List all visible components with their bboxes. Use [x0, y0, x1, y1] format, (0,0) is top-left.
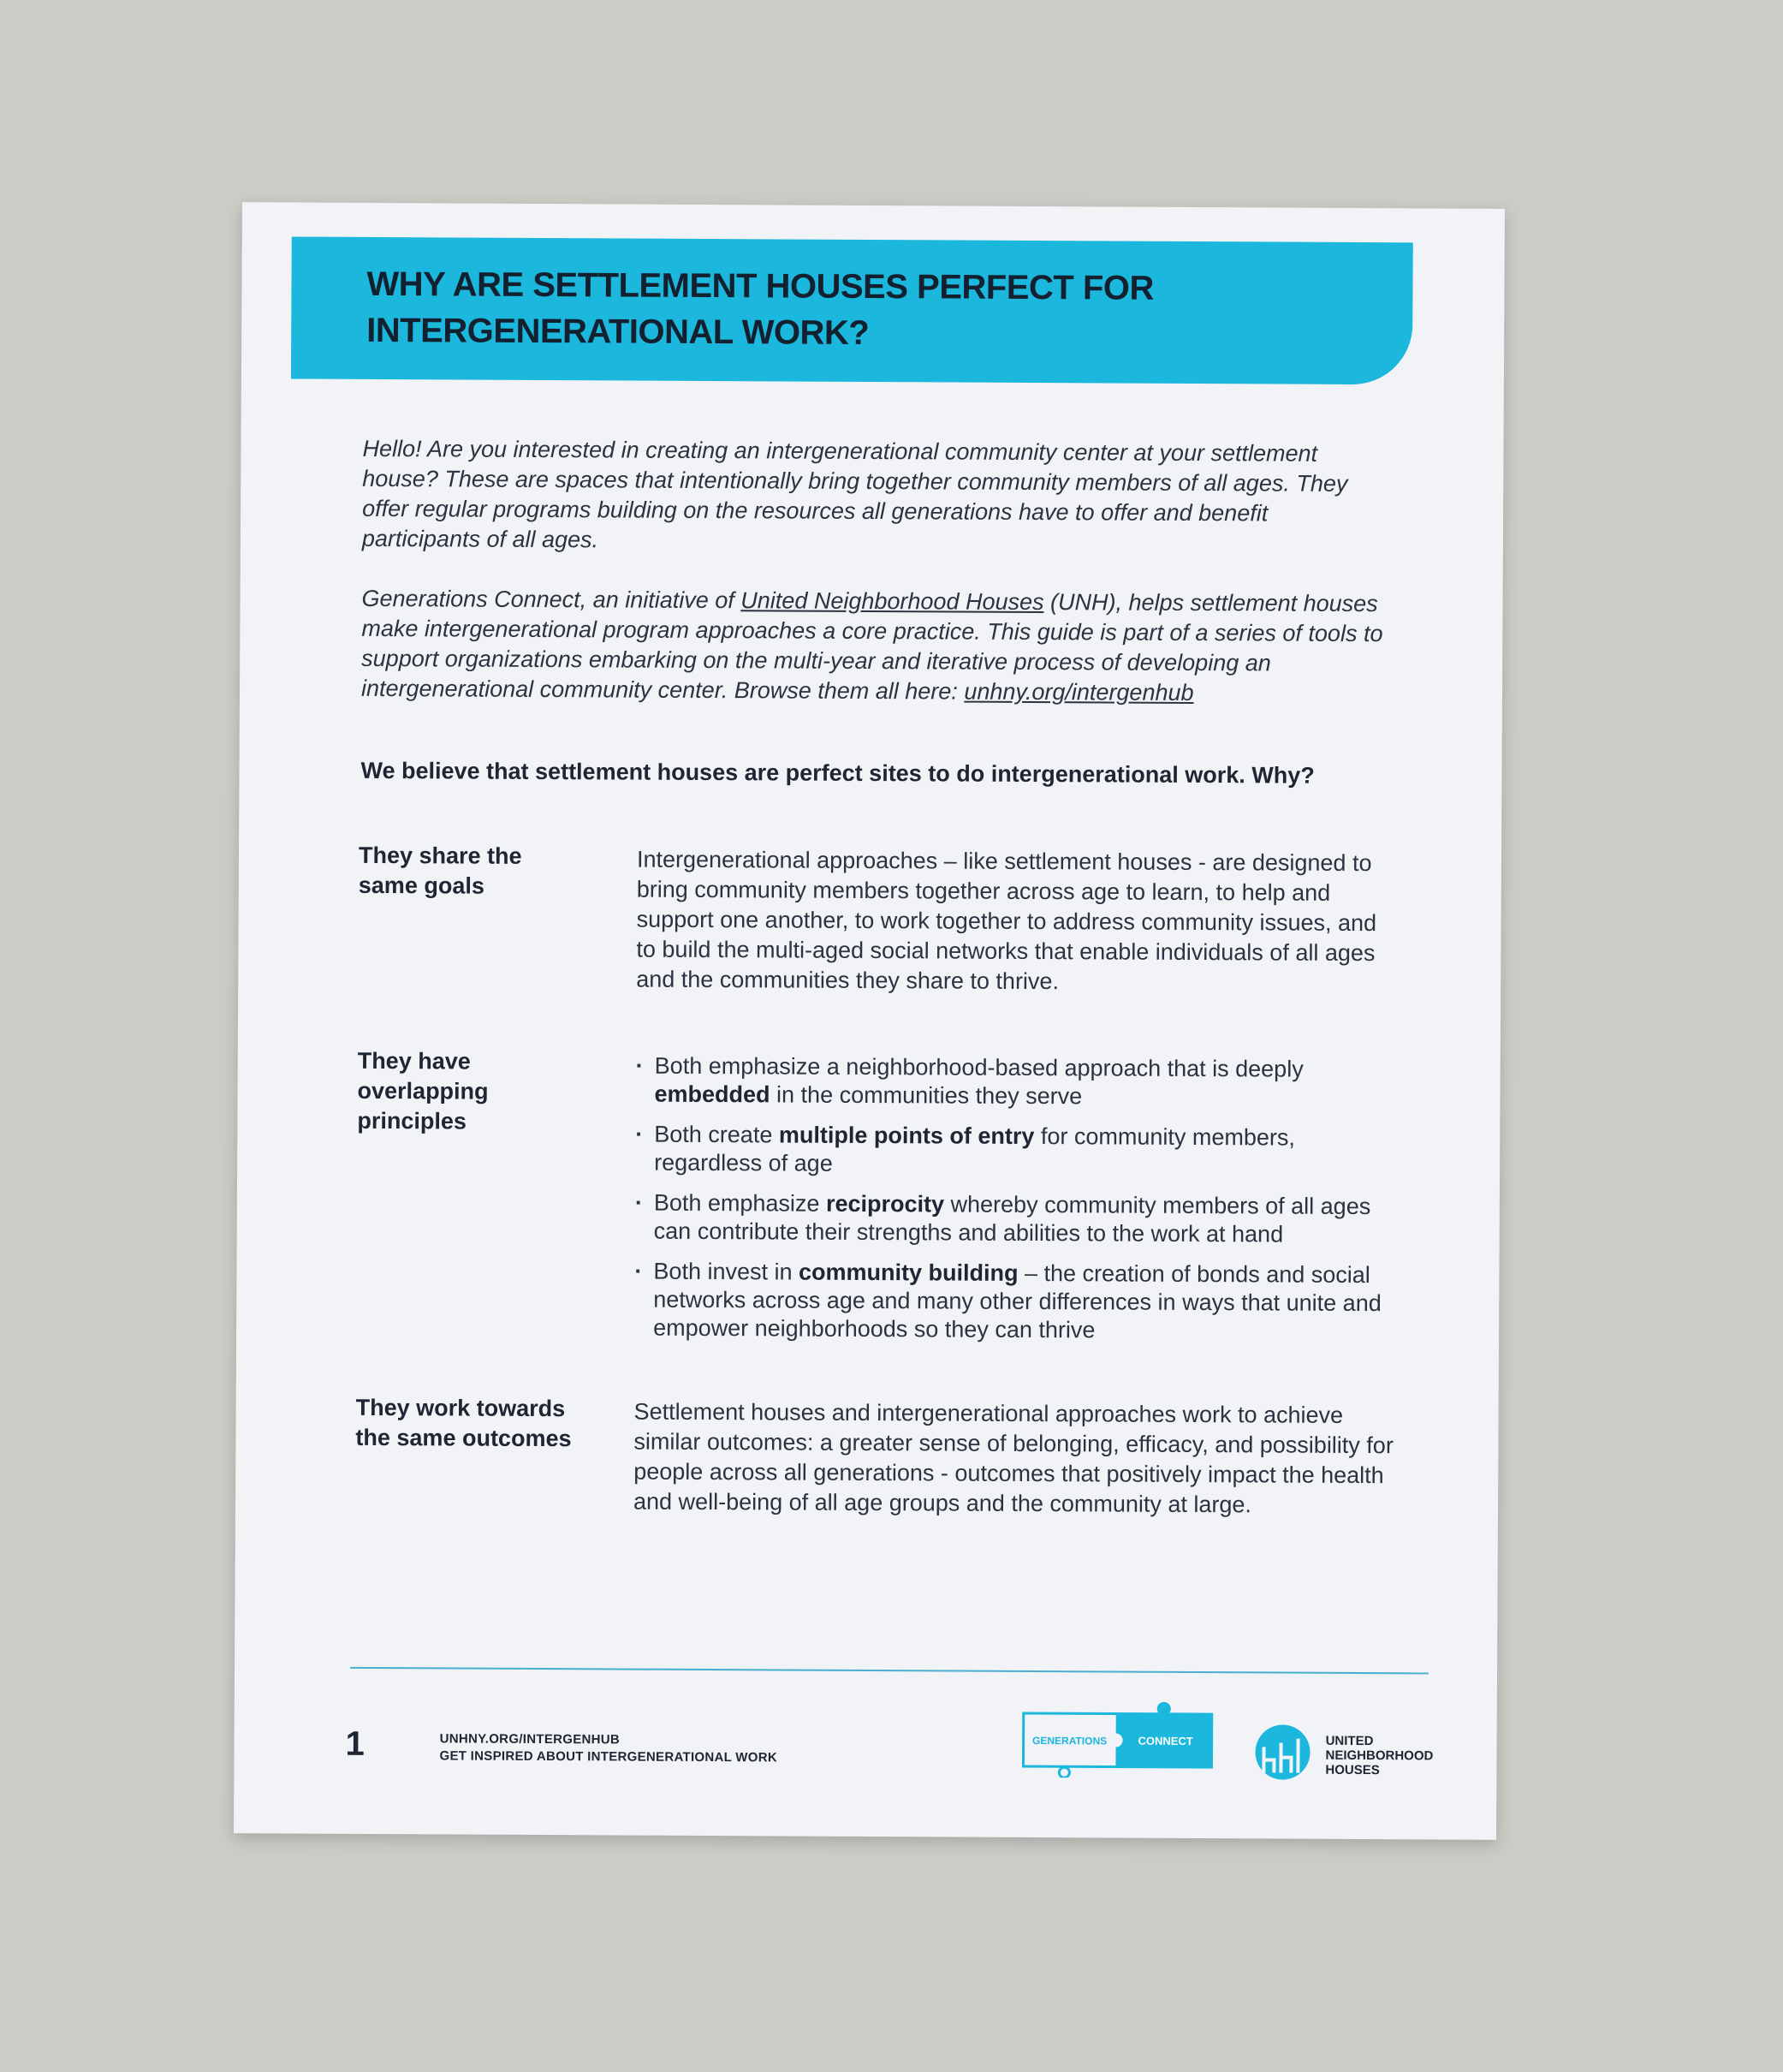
footer-divider [350, 1667, 1429, 1675]
gc-right-label: CONNECT [1138, 1734, 1193, 1748]
generations-connect-logo [1021, 1700, 1214, 1778]
row-body-outcomes: Settlement houses and intergenerational approaches work to achieve similar outcomes: a greater sense of belonging, efficacy, and possibility for people across all generations - outcomes that positively impact the health and well-being of all age groups and the community at large. [633, 1398, 1394, 1518]
row-body-goals: Intergenerational approaches – like settlement houses - are designed to bring community members together across age to learn, to help and support one another, to work together to address community issues, and to build the multi-aged social networks that enable individuals of all ages and the communities they share to thrive. [636, 846, 1377, 995]
gc-puzzle-knob-bottom [1059, 1767, 1069, 1777]
intro-text-a: Generations Connect, an initiative of [361, 585, 741, 614]
footer-tagline: GET INSPIRED ABOUT INTERGENERATIONAL WORK [439, 1748, 778, 1765]
intro-paragraph-1: Hello! Are you interested in creating an intergenerational community center at your settlement house? These are spaces that intentionally bring together community members of all ages. They offer regular programs building on the resources all generations have to offer and benefit participants of all ages. [361, 435, 1348, 553]
list-item: · Both create multiple points of entry for community members, regardless of age [635, 1121, 1406, 1182]
list-item: · Both invest in community building – the creation of bonds and social networks across age and many other differences in ways that unite and empower neighborhoods so they can thrive [634, 1258, 1406, 1347]
lead-question: We believe that settlement houses are perfect sites to do intergenerational work. Why? [360, 757, 1315, 789]
page-title: WHY ARE SETTLEMENT HOUSES PERFECT FOR INTERGENERATIONAL WORK? [366, 265, 1154, 352]
principles-list [634, 1052, 1406, 1359]
page-number: 1 [345, 1724, 365, 1763]
gc-left-label: GENERATIONS [1032, 1735, 1108, 1748]
row-label-goals: They share the same goals [358, 842, 522, 899]
intergenhub-link[interactable]: unhny.org/intergenhub [964, 678, 1194, 706]
list-item: · Both emphasize reciprocity whereby community members of all ages can contribute their strengths and abilities to the work at hand [635, 1189, 1406, 1250]
document-page [234, 202, 1505, 1840]
row-label-principles: They have overlapping principles [357, 1047, 489, 1134]
row-label-outcomes: They work towards the same outcomes [355, 1394, 572, 1452]
intro-paragraph-2 [361, 584, 1389, 709]
footer-url: UNHNY.ORG/INTERGENHUB [439, 1731, 621, 1748]
intro-text-b: (UNH), helps settlement houses make intergenerational program approaches a core practice. This guide is part of a series of tools to support organizations embarking on the multi-year and iterative process of developing an intergenerational community center. Browse them all here: [360, 589, 1383, 705]
gc-puzzle-notch [1109, 1733, 1123, 1747]
title-banner [291, 236, 1413, 384]
gc-puzzle-knob-top [1157, 1702, 1171, 1716]
footer-text [439, 1730, 777, 1766]
unh-logo-icon [1248, 1721, 1316, 1779]
unh-link[interactable]: United Neighborhood Houses [740, 587, 1044, 616]
list-item: · Both emphasize a neighborhood-based approach that is deeply embedded in the communities they serve [635, 1052, 1406, 1113]
unh-wordmark: UNITED NEIGHBORHOOD HOUSES [1325, 1733, 1434, 1778]
